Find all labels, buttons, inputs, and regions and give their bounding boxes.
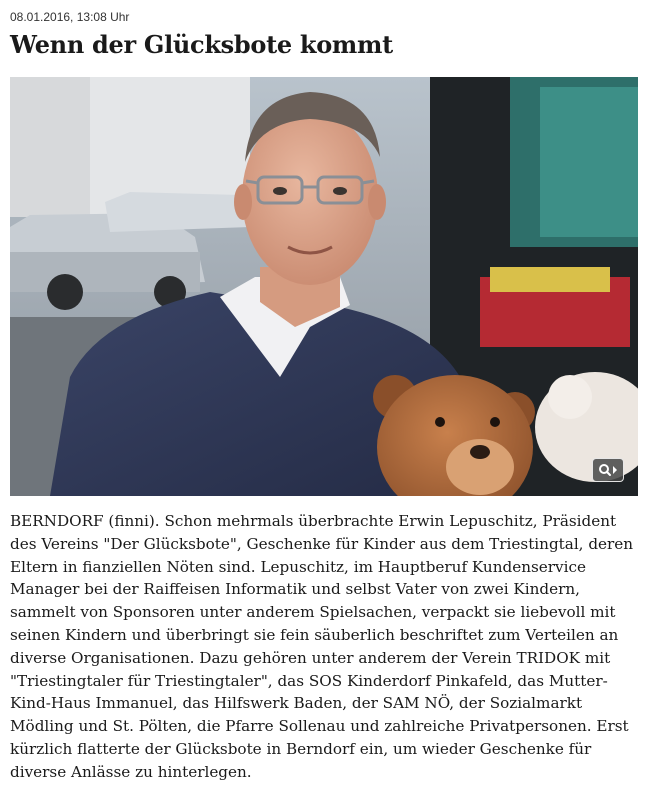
publish-timestamp: 08.01.2016, 13:08 Uhr [10,10,130,24]
photo-illustration [10,77,638,496]
article-photo[interactable] [10,77,638,496]
article-headline: Wenn der Glücksbote kommt [10,30,393,59]
photo-zoom-button[interactable] [592,458,624,482]
magnifier-arrow-icon [598,463,618,477]
article-body: BERNDORF (finni). Schon mehrmals überbrachte Erwin Lepuschitz, Präsident des Vereins "Der Glücksbote", Geschenke für Kinder aus dem Triestingtal, deren Eltern in fianziellen Nöten sind. Lepuschitz, im Hauptberuf Kundenservice Manager bei der Raiffeisen Informatik und selbst Vater von zwei Kindern, sammelt von Sponsoren unter anderem Spielsachen, verpackt sie liebevoll mit seinen Kindern und überbringt sie fein säuberlich beschriftet zum Verteilen an diverse Organisationen. Dazu gehören unter anderem der Verein TRIDOK mit "Triestingtaler für Triestingtaler", das SOS Kinderdorf Pinkafeld, das Mutter-Kind-Haus Immanuel, das Hilfswerk Baden, der SAM NÖ, der Sozialmarkt Mödling und St. Pölten, die Pfarre Sollenau und zahlreiche Privatpersonen. Erst kürzlich flatterte der Glücksbote in Berndorf ein, um wieder Geschenke für diverse Anlässe zu hinterlegen. [10,512,634,781]
